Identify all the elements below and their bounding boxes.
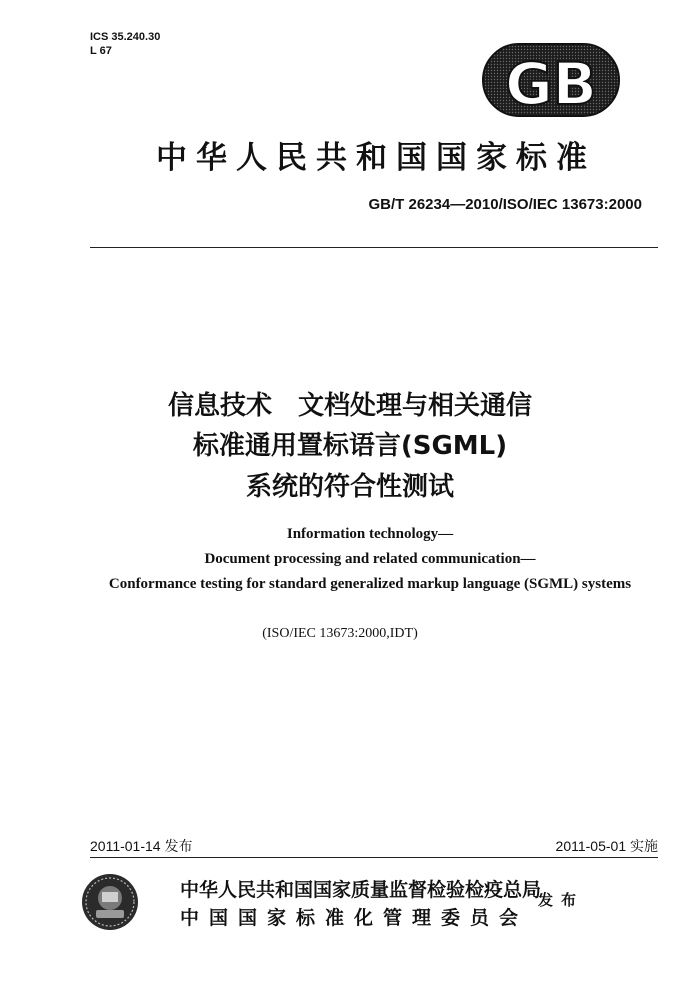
top-divider [90, 247, 658, 248]
gb-logo [481, 42, 621, 118]
title-en-line-1: Information technology— [286, 526, 454, 542]
official-seal-icon [80, 872, 140, 932]
publisher-aqsiq: 中华人民共和国国家质量监督检验检疫总局 [180, 879, 542, 901]
ics-code: ICS 35.240.30 [90, 31, 161, 43]
implementation-date: 2011-05-01 实施 [555, 838, 658, 854]
adoption-note: (ISO/IEC 13673:2000,IDT) [262, 626, 418, 641]
title-cn-line-1: 信息技术 文档处理与相关通信 [167, 391, 532, 421]
title-cn-line-2: 标准通用置标语言(SGML) [192, 431, 508, 461]
publish-label: 发布 [538, 891, 585, 909]
issue-date: 2011-01-14 发布 [90, 838, 193, 854]
bottom-divider [90, 857, 658, 858]
gb-logo-text: GB [505, 50, 597, 118]
standard-number: GB/T 26234—2010/ISO/IEC 13673:2000 [368, 196, 642, 213]
ccs-code: L 67 [90, 45, 112, 57]
standard-organization: 中华人民共和国国家标准 [156, 140, 596, 176]
publisher-sac: 中国国家标准化管理委员会 [180, 907, 529, 929]
title-cn-line-3: 系统的符合性测试 [245, 472, 454, 502]
title-en-line-3: Conformance testing for standard generalized markup language (SGML) systems [108, 576, 632, 592]
title-en-line-2: Document processing and related communication— [204, 551, 536, 567]
